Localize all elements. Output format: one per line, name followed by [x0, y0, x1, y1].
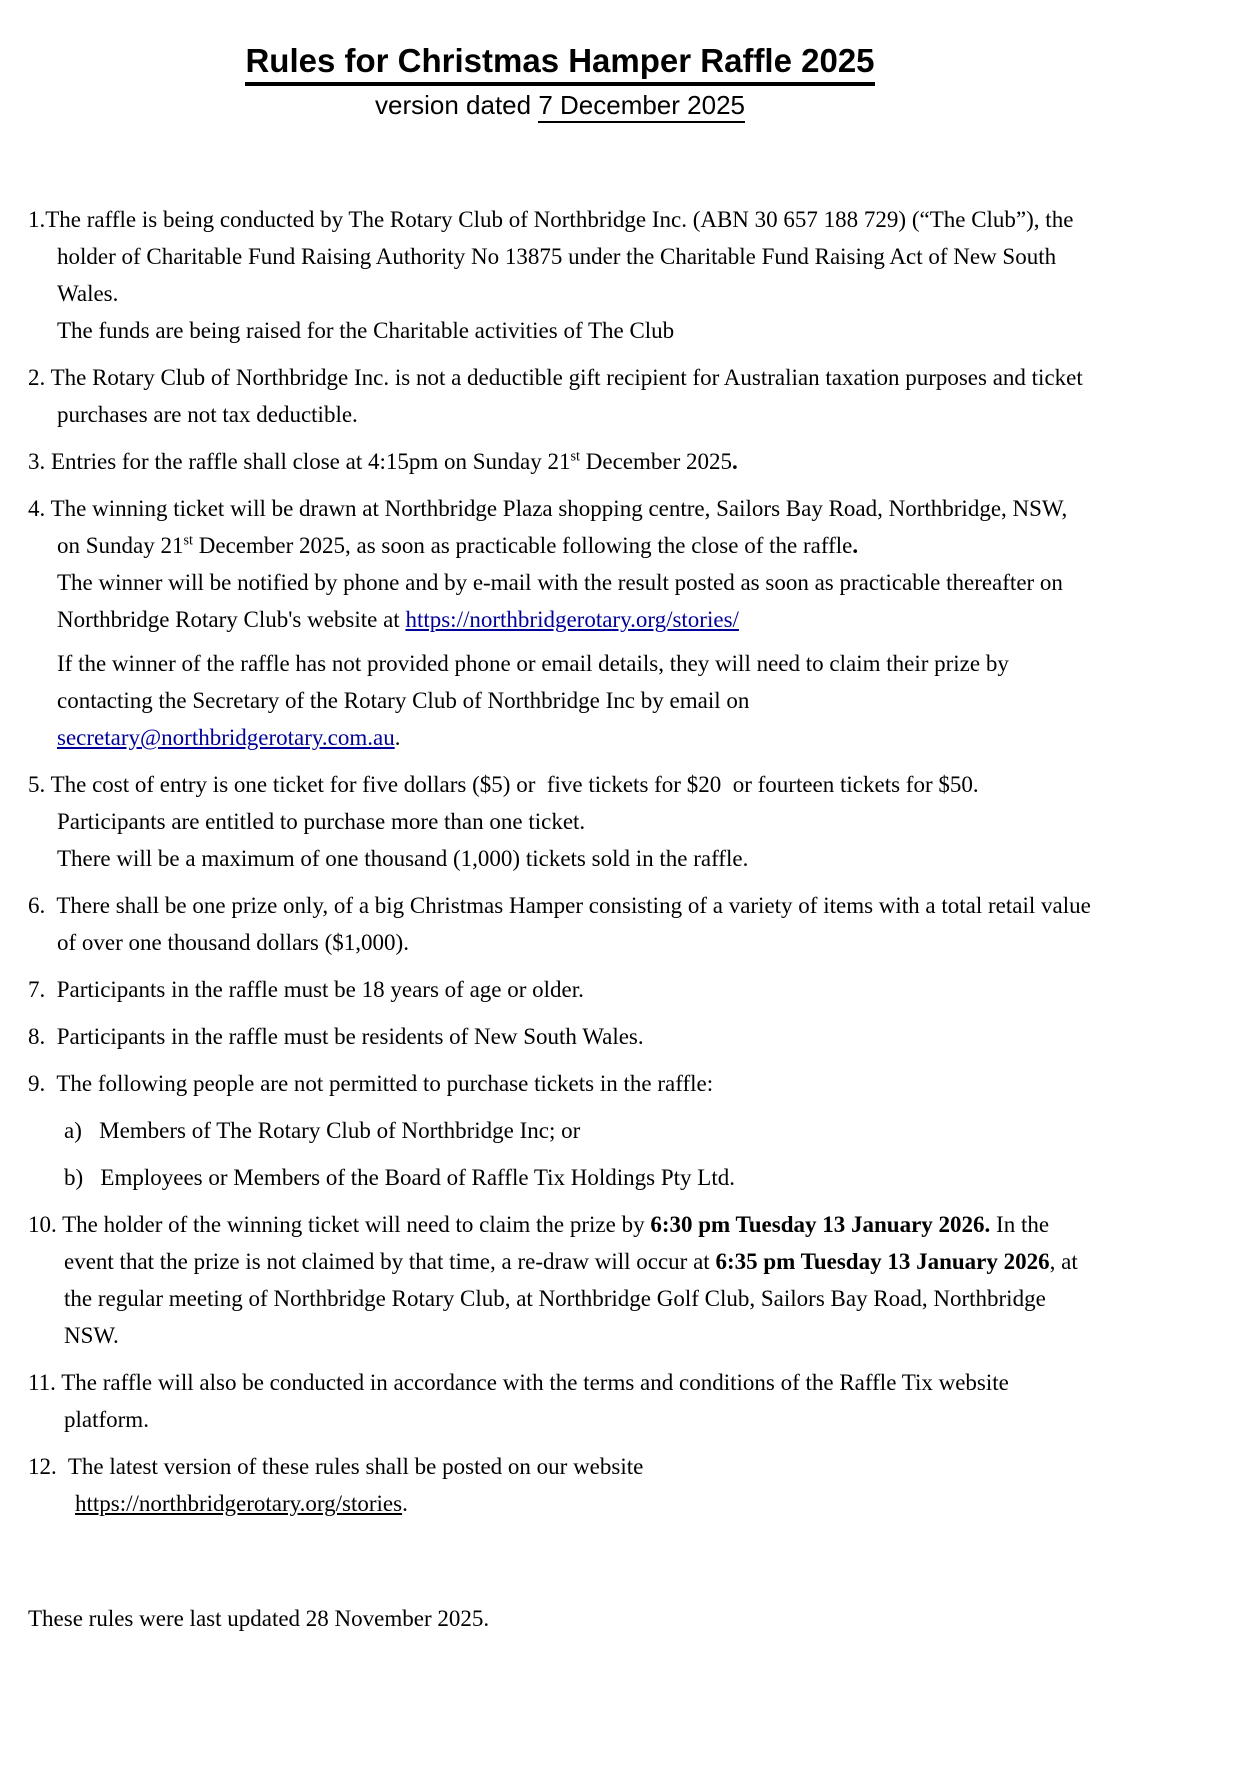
text-run: .	[394, 725, 401, 750]
rule-4-paragraph-2	[28, 564, 1094, 638]
text-run: st	[570, 448, 581, 465]
rule-11-paragraph-1	[28, 1364, 1094, 1438]
text-run: December 2025	[580, 449, 733, 474]
version-date: 7 December 2025	[538, 90, 745, 123]
text-run: There will be a maximum of one thousand (1,000) tickets sold in the raffle.	[57, 846, 749, 871]
rule-10	[28, 1206, 1094, 1354]
text-run: 9. The following people are not permitted to purchase tickets in the raffle:	[28, 1071, 714, 1096]
rule-9a	[64, 1112, 1094, 1149]
rule-2-paragraph-1	[28, 359, 1094, 433]
stories-link[interactable]: https://northbridgerotary.org/stories/	[405, 607, 739, 632]
text-run: 11. The raffle will also be conducted in accordance with the terms and conditions of the Raffle Tix website platform.	[28, 1370, 1015, 1432]
rule-12	[28, 1448, 1094, 1522]
rule-11	[28, 1364, 1094, 1438]
rule-4-paragraph-1	[28, 490, 1094, 564]
text-run: December 2025, as soon as practicable following the close of the raffle	[193, 533, 853, 558]
rule-7	[28, 971, 1094, 1008]
page-title-text: Rules for Christmas Hamper Raffle 2025	[245, 42, 874, 86]
rule-9	[28, 1065, 1094, 1102]
rule-9a-paragraph-1	[64, 1112, 1094, 1149]
rule-5-paragraph-3	[28, 840, 1094, 877]
rule-9b-paragraph-1	[64, 1159, 1094, 1196]
rule-6	[28, 887, 1097, 961]
text-run: st	[183, 532, 194, 549]
text-run: 3. Entries for the raffle shall close at 4:15pm on Sunday 21	[28, 449, 571, 474]
last-updated-note: These rules were last updated 28 November 2025.	[28, 1606, 490, 1631]
text-run: 8. Participants in the raffle must be residents of New South Wales.	[28, 1024, 644, 1049]
text-run: a) Members of The Rotary Club of Northbridge Inc; or	[64, 1118, 581, 1143]
text-run: .	[852, 533, 859, 558]
rule-1	[28, 201, 1094, 349]
rule-3-paragraph-1	[28, 443, 1094, 480]
rule-2	[28, 359, 1094, 433]
rule-9-paragraph-1	[28, 1065, 1094, 1102]
secretary-email-link[interactable]: secretary@northbridgerotary.com.au	[57, 725, 395, 750]
text-run: 7. Participants in the raffle must be 18 years of age or older.	[28, 977, 584, 1002]
rule-4	[28, 490, 1094, 756]
text-run: Participants are entitled to purchase more than one ticket.	[57, 809, 586, 834]
rule-6-paragraph-1	[28, 887, 1097, 961]
rule-9b	[64, 1159, 1094, 1196]
rule-5-paragraph-2	[28, 803, 1094, 840]
text-run: 4. The winning ticket will be drawn at Northbridge Plaza shopping centre, Sailors Bay Road, Northbridge, NSW, on Sunday 21	[28, 496, 1074, 558]
rule-4-paragraph-3	[28, 645, 1094, 756]
document-body	[28, 201, 1097, 1522]
rule-8	[28, 1018, 1094, 1055]
rule-1-paragraph-1	[28, 201, 1094, 312]
text-run: 6:30 pm Tuesday 13 January 2026.	[650, 1212, 991, 1237]
text-run: The winner will be notified by phone and by e-mail with the result posted as soon as practicable thereafter on Northbridge Rotary Club's website at	[57, 570, 1069, 632]
text-run: 6. There shall be one prize only, of a big Christmas Hamper consisting of a variety of items with a total retail value of over one thousand dollars ($1,000).	[28, 893, 1097, 955]
rule-5-paragraph-1	[28, 766, 1094, 803]
text-run: 10. The holder of the winning ticket will need to claim the prize by	[28, 1212, 651, 1237]
text-run: In the event that the prize is not claimed by that time, a re-draw will occur at	[64, 1212, 1055, 1274]
rule-1-paragraph-2	[28, 312, 1094, 349]
version-line	[0, 89, 1120, 121]
rule-12-paragraph-2	[28, 1485, 1094, 1522]
text-run: 2. The Rotary Club of Northbridge Inc. is not a deductible gift recipient for Australian taxation purposes and ticket purchases are not tax deductible.	[28, 365, 1089, 427]
version-prefix: version dated	[374, 90, 539, 120]
document-header	[0, 0, 1120, 121]
text-run: 6:35 pm Tuesday 13 January 2026	[715, 1249, 1050, 1274]
stories-link-rules[interactable]: https://northbridgerotary.org/stories	[75, 1491, 403, 1516]
text-run: .	[402, 1491, 408, 1516]
rule-5	[28, 766, 1094, 877]
rule-3	[28, 443, 1094, 480]
text-run: 1.The raffle is being conducted by The Rotary Club of Northbridge Inc. (ABN 30 657 188 729) (“The Club”), the holder of Charitable Fund Raising Authority No 13875 under the Charitable Fund Raising Act of New South Wales.	[28, 207, 1080, 306]
text-run: b) Employees or Members of the Board of Raffle Tix Holdings Pty Ltd.	[64, 1165, 735, 1190]
rule-7-paragraph-1	[28, 971, 1094, 1008]
rule-12-paragraph-1	[28, 1448, 1094, 1485]
text-run: The funds are being raised for the Charitable activities of The Club	[57, 318, 675, 343]
text-run: If the winner of the raffle has not provided phone or email details, they will need to claim their prize by contacting the Secretary of the Rotary Club of Northbridge Inc by email on	[57, 651, 1015, 713]
rule-10-paragraph-1	[28, 1206, 1094, 1354]
rule-8-paragraph-1	[28, 1018, 1094, 1055]
text-run: , at the regular meeting of Northbridge Rotary Club, at Northbridge Golf Club, Sailors Bay Road, Northbridge NSW.	[64, 1249, 1084, 1348]
text-run: 12. The latest version of these rules shall be posted on our website	[28, 1454, 644, 1479]
text-run: .	[732, 449, 738, 474]
text-run: 5. The cost of entry is one ticket for five dollars ($5) or five tickets for $20 or fourteen tickets for $50.	[28, 772, 979, 797]
page-title	[0, 42, 1120, 86]
